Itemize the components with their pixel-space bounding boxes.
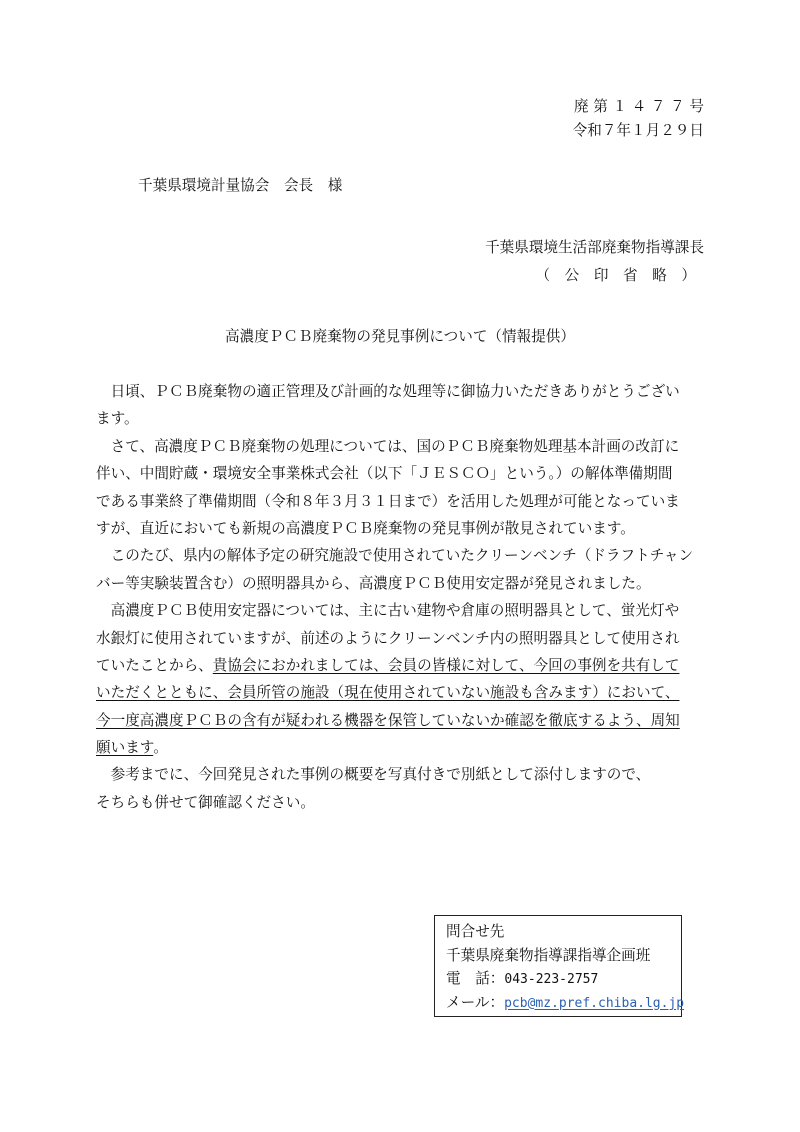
seal-omitted-note: （ 公 印 省 略 ）: [535, 267, 696, 284]
contact-mail-row: [446, 991, 685, 1015]
underlined-request: いただくとともに、会員所管の施設（現在使用されていない施設も含みます）において、: [96, 684, 680, 702]
addressee: 千葉県環境計量協会 会長 様: [138, 177, 343, 194]
underlined-request: 願います: [96, 739, 154, 757]
document-date: 令和７年１月２９日: [572, 122, 704, 139]
body-line: [96, 734, 708, 761]
document-title: 高濃度ＰＣＢ廃棄物の発見事例について（情報提供）: [225, 328, 575, 345]
body-line: ます。: [96, 410, 139, 428]
body-line: 高濃度ＰＣＢ使用安定器については、主に古い建物や倉庫の照明器具として、蛍光灯や: [96, 602, 680, 620]
body-line: 日頃、ＰＣＢ廃棄物の適正管理及び計画的な処理等に御協力いただきありがとうござい: [96, 383, 680, 400]
contact-heading: 問合せ先: [446, 923, 505, 940]
sender-organization: 千葉県環境生活部廃棄物指導課長: [485, 239, 704, 256]
body-line: 伴い、中間貯蔵・環境安全事業株式会社（以下「ＪＥＳＣＯ」という。）の解体準備期間: [96, 465, 673, 483]
document-number: 廃 第 １ ４ ７ ７ 号: [574, 98, 704, 115]
body-line: [96, 652, 708, 679]
underlined-request: 貴協会におかれましては、会員の皆様に対して、今回の事例を共有して: [212, 656, 680, 674]
phone-number: 043-223-2757: [504, 972, 599, 987]
body-line: バー等実験装置含む）の照明器具から、高濃度ＰＣＢ使用安定器が発見されました。: [96, 574, 651, 592]
body-line: そちらも併せて御確認ください。: [96, 793, 315, 811]
contact-box: [434, 915, 685, 1017]
body-line: 水銀灯に使用されていますが、前述のようにクリーンベンチ内の照明器具として使用され: [96, 629, 680, 647]
body-line: このたび、県内の解体予定の研究施設で使用されていたクリーンベンチ（ドラフトチャン: [96, 547, 694, 565]
body-line: すが、直近においても新規の高濃度ＰＣＢ廃棄物の発見事例が散見されています。: [96, 519, 635, 537]
body-text-plain: ていたことから、: [96, 656, 213, 674]
contact-section: 千葉県廃棄物指導課指導企画班: [446, 946, 651, 964]
body-line: さて、高濃度ＰＣＢ廃棄物の処理については、国のＰＣＢ廃棄物処理基本計画の改訂に: [96, 437, 680, 455]
email-link[interactable]: pcb@mz.pref.chiba.lg.jp: [504, 995, 685, 1011]
body-text: [96, 378, 708, 816]
body-line: である事業終了準備期間（令和８年３月３１日まで）を活用した処理が可能となっていま: [96, 492, 680, 510]
body-text-plain: 。: [153, 739, 168, 757]
phone-label: 電 話：: [446, 970, 505, 987]
underlined-request: 今一度高濃度ＰＣＢの含有が疑われる機器を保管していないか確認を徹底するよう、周知: [96, 711, 680, 729]
body-line: 参考までに、今回発見された事例の概要を写真付きで別紙として添付しますので、: [96, 766, 651, 784]
contact-phone-row: [446, 967, 681, 991]
mail-label: メール：: [446, 993, 505, 1011]
